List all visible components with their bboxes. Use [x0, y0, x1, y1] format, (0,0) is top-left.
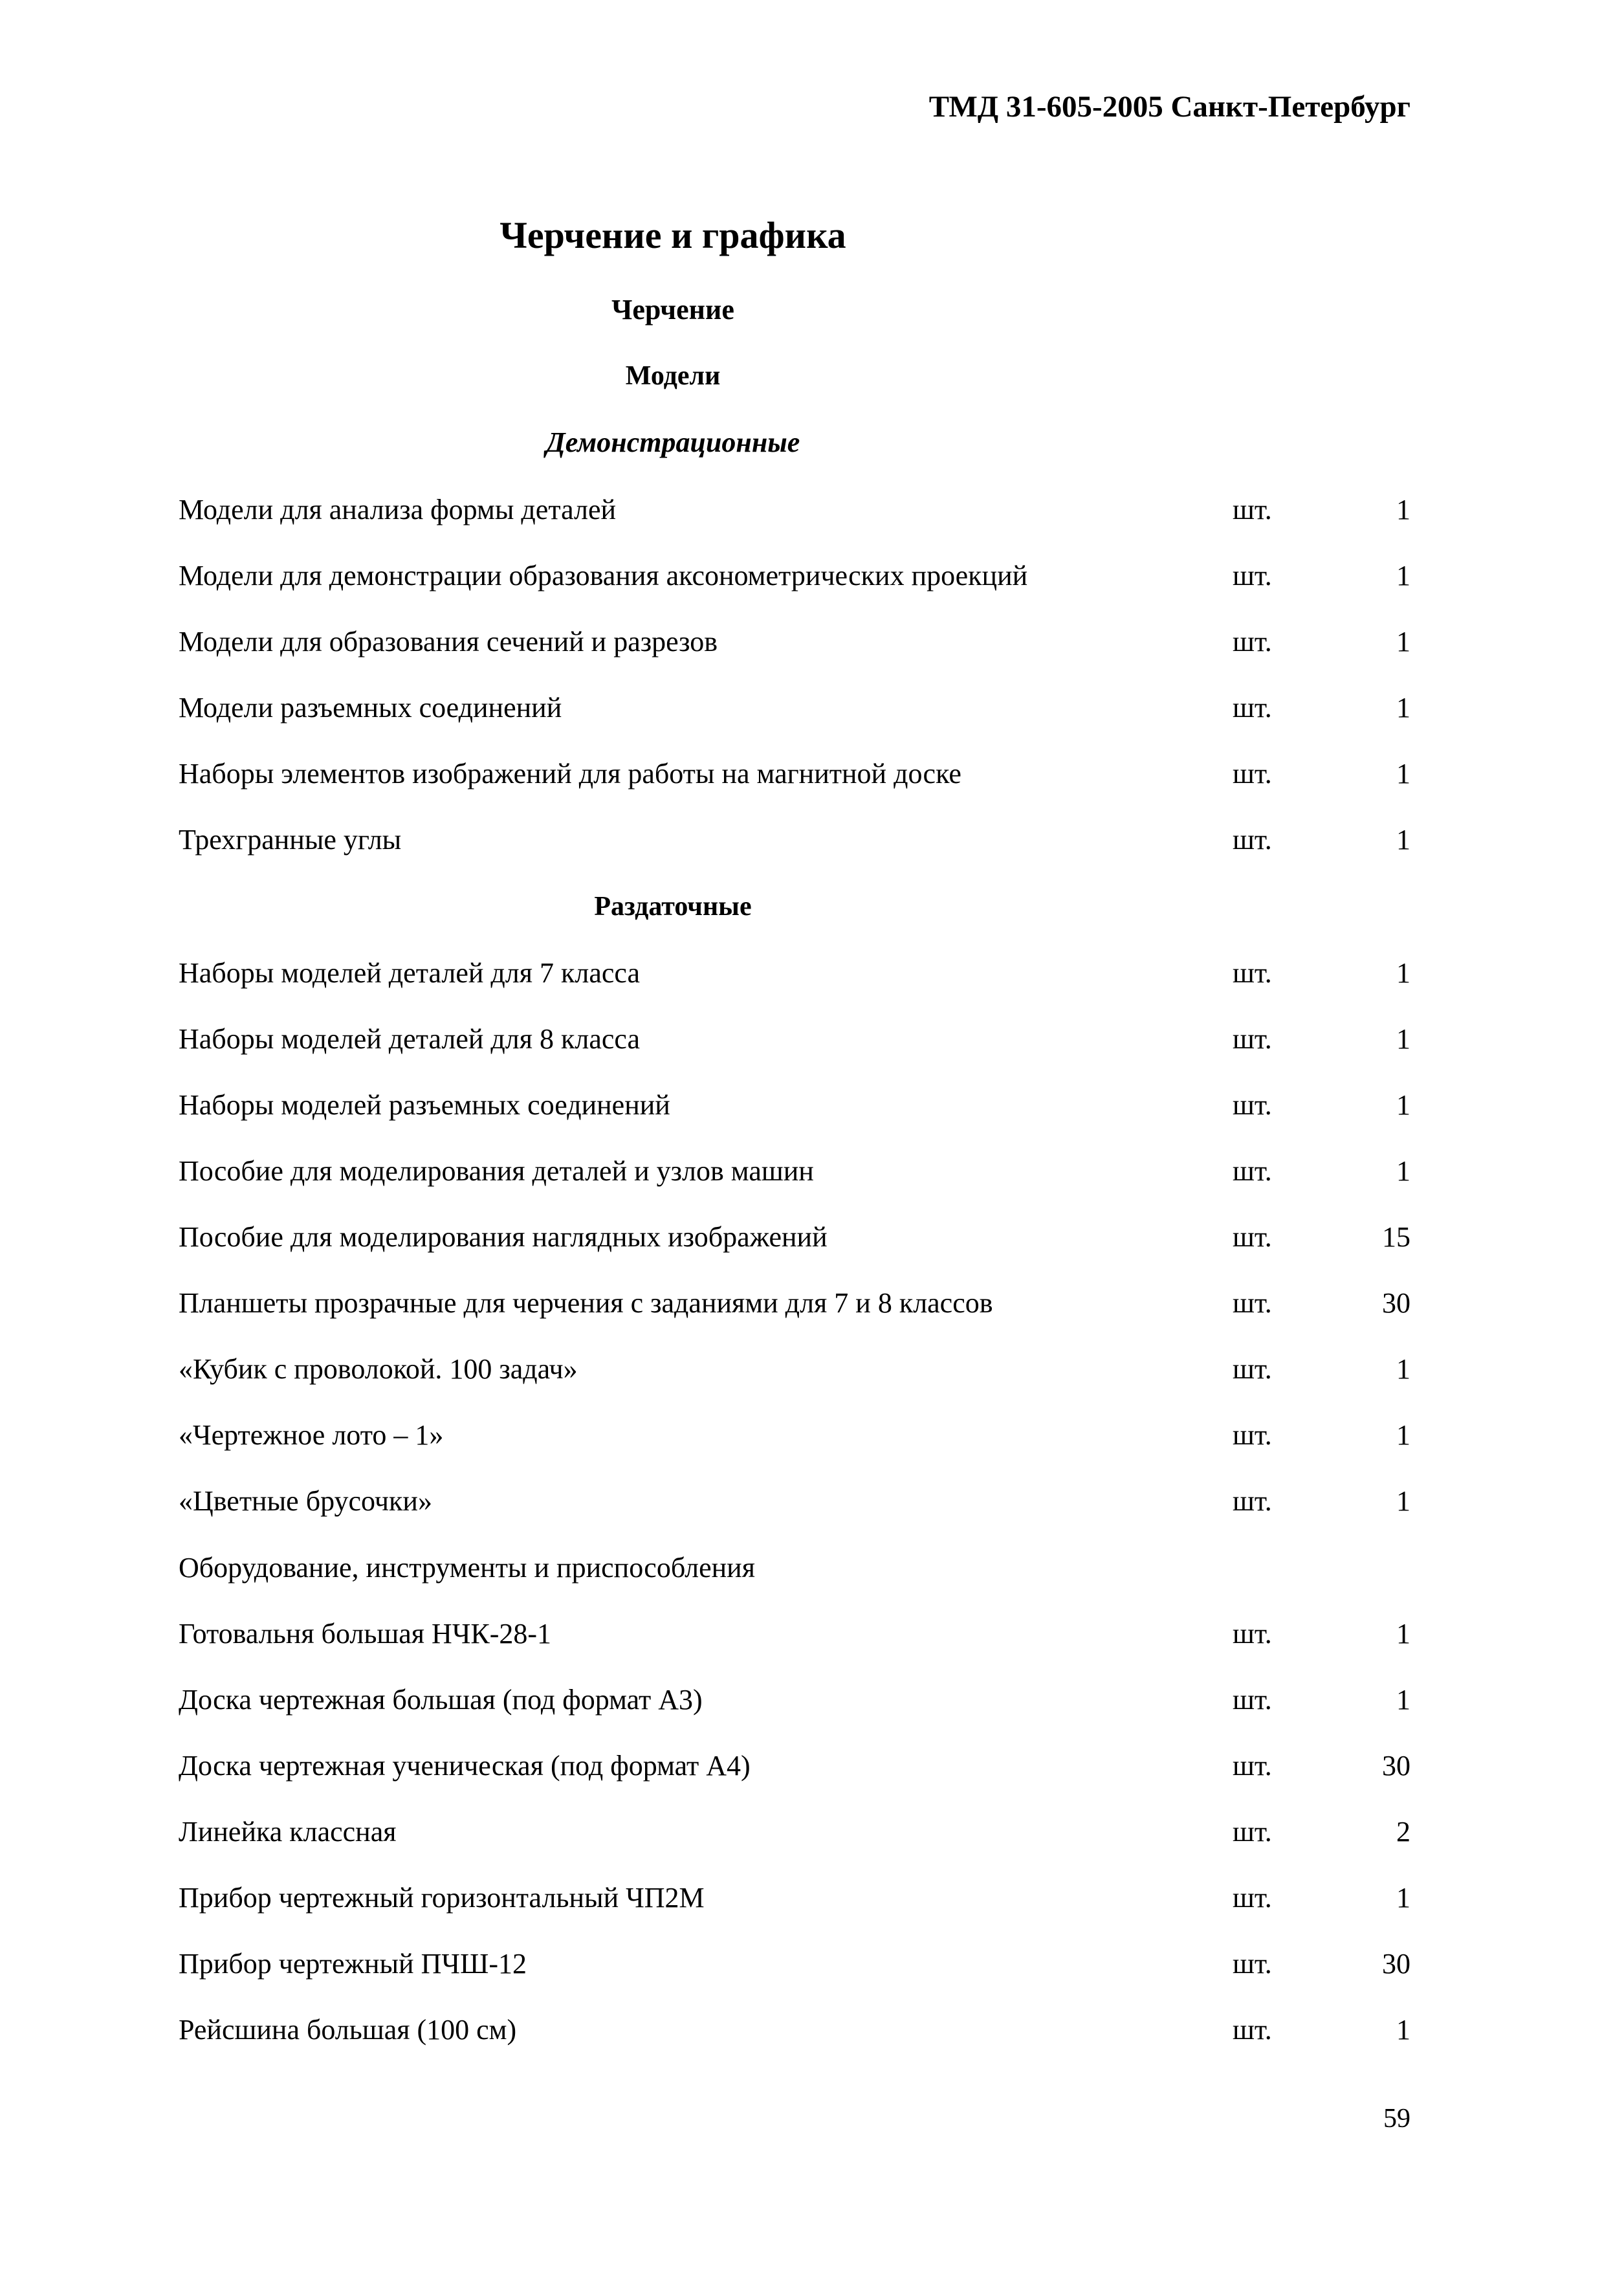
item-unit: шт. [1233, 1221, 1272, 1253]
item-quantity: 2 [1396, 1816, 1410, 1848]
item-quantity: 1 [1396, 1155, 1410, 1187]
item-name: Модели разъемных соединений [179, 692, 562, 723]
section-subtitle: Черчение [611, 294, 734, 326]
group-title-equipment: Оборудование, инструменты и приспособления [179, 1552, 755, 1584]
item-unit: шт. [1233, 1816, 1272, 1848]
list-item [0, 1220, 1602, 1259]
item-name: Прибор чертежный ПЧШ-12 [179, 1948, 527, 1980]
item-quantity: 1 [1396, 560, 1410, 591]
item-name: Модели для анализа формы деталей [179, 494, 617, 525]
list-item [0, 1749, 1602, 1788]
item-quantity: 1 [1396, 626, 1410, 657]
item-unit: шт. [1233, 692, 1272, 723]
item-unit: шт. [1233, 1419, 1272, 1451]
item-name: Готовальня большая НЧК-28-1 [179, 1618, 552, 1650]
item-unit: шт. [1233, 1684, 1272, 1716]
item-quantity: 1 [1396, 1618, 1410, 1650]
item-name: Модели для образования сечений и разрезов [179, 626, 718, 657]
list-item [0, 625, 1602, 664]
list-item [0, 1022, 1602, 1061]
list-item [0, 1683, 1602, 1722]
section-title: Черчение и графика [499, 214, 846, 256]
group-title-equipment-row [0, 1551, 1602, 1590]
item-unit: шт. [1233, 1353, 1272, 1385]
subsection-title: Модели [625, 361, 721, 391]
item-unit: шт. [1233, 1089, 1272, 1121]
item-quantity: 1 [1396, 2014, 1410, 2046]
list-item [0, 1617, 1602, 1656]
item-unit: шт. [1233, 1287, 1272, 1319]
list-item [0, 1418, 1602, 1457]
item-quantity: 1 [1396, 692, 1410, 723]
item-name: Планшеты прозрачные для черчения с заданиями для 7 и 8 классов [179, 1287, 993, 1319]
item-quantity: 1 [1396, 1485, 1410, 1517]
item-name: Линейка классная [179, 1816, 397, 1848]
item-name: Пособие для моделирования деталей и узлов машин [179, 1155, 814, 1187]
item-name: «Чертежное лото – 1» [179, 1419, 444, 1451]
item-name: Доска чертежная большая (под формат А3) [179, 1684, 703, 1716]
item-quantity: 1 [1396, 1089, 1410, 1121]
item-name: «Цветные брусочки» [179, 1485, 432, 1517]
list-item [0, 691, 1602, 730]
page-number: 59 [1383, 2104, 1410, 2134]
item-unit: шт. [1233, 1155, 1272, 1187]
item-unit: шт. [1233, 494, 1272, 525]
list-item [0, 1947, 1602, 1986]
list-item [0, 1352, 1602, 1391]
item-quantity: 1 [1396, 1684, 1410, 1716]
list-item [0, 1088, 1602, 1127]
item-unit: шт. [1233, 626, 1272, 657]
item-quantity: 1 [1396, 758, 1410, 789]
item-name: Наборы моделей разъемных соединений [179, 1089, 670, 1121]
item-name: Трехгранные углы [179, 824, 402, 855]
item-unit: шт. [1233, 1485, 1272, 1517]
item-quantity: 1 [1396, 1882, 1410, 1914]
item-quantity: 15 [1382, 1221, 1410, 1253]
item-unit: шт. [1233, 1618, 1272, 1650]
item-quantity: 1 [1396, 1023, 1410, 1055]
document-header: ТМД 31-605-2005 Санкт-Петербург [928, 90, 1410, 124]
list-item [0, 823, 1602, 862]
item-quantity: 1 [1396, 1353, 1410, 1385]
item-unit: шт. [1233, 560, 1272, 591]
item-quantity: 30 [1382, 1287, 1410, 1319]
item-unit: шт. [1233, 758, 1272, 789]
item-unit: шт. [1233, 1948, 1272, 1980]
item-quantity: 1 [1396, 824, 1410, 855]
item-unit: шт. [1233, 1023, 1272, 1055]
item-name: Наборы элементов изображений для работы на магнитной доске [179, 758, 961, 789]
item-quantity: 30 [1382, 1948, 1410, 1980]
item-unit: шт. [1233, 1750, 1272, 1782]
item-unit: шт. [1233, 957, 1272, 989]
list-item [0, 493, 1602, 532]
item-name: Прибор чертежный горизонтальный ЧП2М [179, 1882, 705, 1914]
group-title-demonstration: Демонстрационные [545, 426, 800, 458]
list-item [0, 1485, 1602, 1523]
item-name: Модели для демонстрации образования аксонометрических проекций [179, 560, 1028, 591]
list-item [0, 559, 1602, 598]
list-item [0, 1815, 1602, 1854]
item-unit: шт. [1233, 824, 1272, 855]
item-quantity: 30 [1382, 1750, 1410, 1782]
item-name: Наборы моделей деталей для 7 класса [179, 957, 640, 989]
item-unit: шт. [1233, 2014, 1272, 2046]
item-quantity: 1 [1396, 494, 1410, 525]
group-title-handout: Раздаточные [594, 892, 752, 922]
list-item [0, 2013, 1602, 2052]
list-item [0, 1286, 1602, 1325]
item-name: Пособие для моделирования наглядных изображений [179, 1221, 828, 1253]
item-name: Рейсшина большая (100 см) [179, 2014, 517, 2046]
list-item [0, 956, 1602, 995]
item-name: «Кубик с проволокой. 100 задач» [179, 1353, 578, 1385]
item-quantity: 1 [1396, 1419, 1410, 1451]
item-unit: шт. [1233, 1882, 1272, 1914]
list-item [0, 757, 1602, 796]
item-name: Наборы моделей деталей для 8 класса [179, 1023, 640, 1055]
list-item [0, 1881, 1602, 1920]
list-item [0, 1154, 1602, 1193]
item-name: Доска чертежная ученическая (под формат А4) [179, 1750, 751, 1782]
item-quantity: 1 [1396, 957, 1410, 989]
